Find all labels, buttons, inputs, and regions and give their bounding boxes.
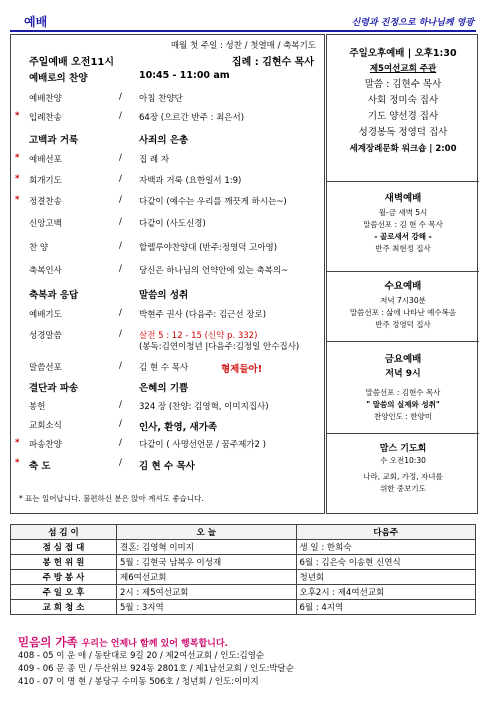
row-value: 당신은 하나님의 언약안에 있는 축복의~ xyxy=(139,266,289,277)
row-label: 찬 양 xyxy=(29,243,49,254)
row-value: 김 현 수 목사 xyxy=(139,460,195,472)
row-separator: / xyxy=(119,438,122,449)
stand-marker: * xyxy=(15,174,20,185)
next-week-cell: 6월 : 김은숙 이송현 신연식 xyxy=(296,555,476,570)
service-schedule-table xyxy=(10,524,476,615)
service-row xyxy=(11,417,326,435)
row-label: 봉헌 xyxy=(29,401,46,412)
row-label: 고백과 거룩 xyxy=(29,135,79,147)
service-row xyxy=(11,68,326,86)
row-value: 할렐루야찬양대 (반주:정영덕 고아영) xyxy=(139,243,278,254)
friday-service: 금요예배 저녁 9시 말씀선포 : 김현수 목사 " 말씀의 실제와 성취" 찬양인도 : 한양미 xyxy=(365,354,441,421)
today-cell: 5월 : 3지역 xyxy=(117,600,297,615)
service-row xyxy=(11,378,326,396)
right-divider-2 xyxy=(327,271,479,272)
stand-marker: * xyxy=(15,457,20,468)
next-week-cell: 청년회 xyxy=(296,570,476,585)
faith-family xyxy=(18,634,476,689)
service-row xyxy=(11,359,326,377)
family-line: 409 - 06 문 종 민 / 두산위브 924동 2801호 / 제1남선교회 / 인도:박달순 xyxy=(18,664,294,674)
row-separator: / xyxy=(119,264,122,275)
next-week-cell: 생 일 : 한희숙 xyxy=(296,540,476,555)
row-value: 사죄의 은총 xyxy=(139,135,189,147)
row-value: 아침 찬양단 xyxy=(139,93,183,104)
schedule-header-row xyxy=(11,525,476,540)
row-value: 324 장 (찬양: 김영혁, 이미지집사) xyxy=(139,401,269,412)
row-label: 축복인사 xyxy=(29,266,62,277)
row-separator: / xyxy=(119,399,122,410)
row-separator: / xyxy=(119,241,122,252)
today-cell: 2시 : 제5여선교회 xyxy=(117,585,297,600)
table-row xyxy=(11,555,476,570)
today-cell: 결혼: 김영혁 이미지 xyxy=(117,540,297,555)
row-value: 집 례 자 xyxy=(139,155,170,166)
header-today: 오 늘 xyxy=(117,525,297,540)
stand-marker: * xyxy=(15,438,20,449)
stand-marker: * xyxy=(15,153,20,164)
row-label: 예배로의 찬양 xyxy=(29,73,88,85)
row-value: 다같이 (예수는 우리를 깨끗게 하시는~) xyxy=(139,197,287,208)
row-separator: / xyxy=(119,195,122,206)
row-separator: / xyxy=(119,329,122,340)
sermon-title: 형제들아! xyxy=(221,363,263,375)
row-separator: / xyxy=(119,216,122,227)
right-divider-3 xyxy=(327,341,479,342)
row-value: 말씀의 성취 xyxy=(139,289,189,301)
family-title: 믿음의 가족 xyxy=(18,635,78,649)
row-value: 자백과 거룩 (요한일서 1:9) xyxy=(139,176,242,187)
header-divider xyxy=(10,30,476,32)
bulletin-header xyxy=(10,10,476,32)
row-separator: / xyxy=(119,174,122,185)
service-row xyxy=(11,172,326,190)
duty-name: 점 심 접 대 xyxy=(11,540,117,555)
row-separator: / xyxy=(119,308,122,319)
table-row xyxy=(11,570,476,585)
service-row xyxy=(11,151,326,169)
service-row xyxy=(11,215,326,233)
service-row xyxy=(11,109,326,127)
table-row xyxy=(11,585,476,600)
row-value: 박현주 권사 (다음주: 김근선 장로) xyxy=(139,310,267,321)
service-row xyxy=(11,130,326,148)
row-label: 예배찬양 xyxy=(29,93,62,104)
stand-marker: * xyxy=(15,195,20,206)
duty-name: 주 방 봉 사 xyxy=(11,570,117,585)
other-services xyxy=(326,34,478,514)
afternoon-service: 주일오후예배 | 오후1:30 제5여선교회 주관 말씀 : 김현수 목사 사회 정미숙 집사 기도 양선경 집사 성경봉독 정영덕 집사 세계장례문화 워크숍 | 2:00 xyxy=(349,48,457,154)
row-label: 정결찬송 xyxy=(29,197,62,208)
moms-prayer: 맘스 기도회 수 오전10:30 나라, 교회, 가정, 자녀를 위한 중보기도 xyxy=(363,444,443,493)
church-motto: 신령과 진정으로 하나님께 영광 xyxy=(351,18,474,28)
next-week-cell: 오후2시 : 제4여선교회 xyxy=(296,585,476,600)
duty-name: 봉 헌 위 원 xyxy=(11,555,117,570)
right-divider-4 xyxy=(327,433,479,434)
family-title-row xyxy=(18,634,476,650)
service-row xyxy=(11,90,326,108)
row-separator: / xyxy=(119,153,122,164)
service-row xyxy=(11,285,326,303)
service-title: 주일예배 오전11시 xyxy=(29,57,115,68)
row-value: 다같이 ( 사명선언문 / 꿈주제가2 ) xyxy=(139,440,266,451)
family-line: 410 - 07 이 명 현 / 봉당구 수미동 506호 / 청년회 / 인도:이미지 xyxy=(18,677,259,687)
row-label: 입례찬송 xyxy=(29,112,62,123)
right-divider-1 xyxy=(327,181,479,182)
sunday-service-order xyxy=(10,34,325,514)
row-label: 예배기도 xyxy=(29,310,62,321)
row-label: 교회소식 xyxy=(29,420,62,431)
family-subtitle: 우리는 언제나 함께 있어 행복합니다. xyxy=(81,639,228,649)
row-value: 다같이 (사도신경) xyxy=(139,218,206,229)
dawn-service: 새벽예배 월-금 새벽 5시 말씀선포 : 김 현 수 목사 - 골로새서 강해 - 반주 최현정 집사 xyxy=(363,193,443,253)
row-separator: / xyxy=(119,418,122,429)
service-row xyxy=(11,193,326,211)
row-separator: / xyxy=(119,91,122,102)
row-value: 김 현 수 목사 xyxy=(139,362,189,373)
table-row xyxy=(11,600,476,615)
service-row xyxy=(11,239,326,257)
family-line: 408 - 05 이 운 애 / 동탄대로 9길 20 / 제2여선교회 / 인도:김영순 xyxy=(18,651,265,661)
service-row xyxy=(11,306,326,324)
row-separator: / xyxy=(119,110,122,121)
row-label: 파송찬양 xyxy=(29,440,62,451)
section-title: 예배 xyxy=(24,15,48,29)
row-label: 결단과 파송 xyxy=(29,383,79,395)
stand-marker: * xyxy=(15,110,20,121)
service-row xyxy=(11,456,326,474)
row-value: 10:45 - 11:00 am xyxy=(139,70,230,82)
header-servant: 섬 김 이 xyxy=(11,525,117,540)
row-value: 64장 (으르간 반주 : 최은서) xyxy=(139,112,245,123)
wednesday-service: 수요예배 저녁 7시30분 말씀선포 : 삶에 나타난 예수복음 반주 정영덕 집사 xyxy=(349,281,457,329)
row-separator: / xyxy=(119,360,122,371)
row-label: 신앙고백 xyxy=(29,218,62,229)
row-label: 말씀선포 xyxy=(29,362,62,373)
service-row xyxy=(11,398,326,416)
service-row xyxy=(11,436,326,454)
table-row xyxy=(11,540,476,555)
row-label: 회개기도 xyxy=(29,176,62,187)
service-row xyxy=(11,327,326,353)
row-label: 축복과 응답 xyxy=(29,289,79,301)
today-cell: 제6여선교회 xyxy=(117,570,297,585)
service-row xyxy=(11,262,326,280)
standing-note: * 표는 일어납니다. 불편하신 분은 앉아 계셔도 좋습니다. xyxy=(19,494,204,503)
row-value: 은혜의 기쁨 xyxy=(139,383,189,395)
presider: 집례 : 김현수 목사 xyxy=(231,57,314,68)
row-label: 축 도 xyxy=(29,460,51,472)
duty-name: 교 회 청 소 xyxy=(11,600,117,615)
monthly-note: 매월 첫 주일 : 성찬 / 첫열매 / 축복기도 xyxy=(170,41,316,51)
today-cell: 5월 : 김현국 남복우 이성재 xyxy=(117,555,297,570)
row-separator: / xyxy=(119,457,122,468)
row-value-secondary: (봉독:김연이청년 |다음주:김정일 안수집사) xyxy=(139,342,300,353)
row-value: 살전 5 : 12 - 15 (신약 p. 332) xyxy=(139,331,258,342)
row-label: 예배선포 xyxy=(29,155,62,166)
next-week-cell: 6월 : 4지역 xyxy=(296,600,476,615)
duty-name: 주 일 오 후 xyxy=(11,585,117,600)
row-value: 인사, 환영, 새가족 xyxy=(139,421,218,433)
row-label: 성경말씀 xyxy=(29,331,62,342)
header-next-week: 다음주 xyxy=(296,525,476,540)
